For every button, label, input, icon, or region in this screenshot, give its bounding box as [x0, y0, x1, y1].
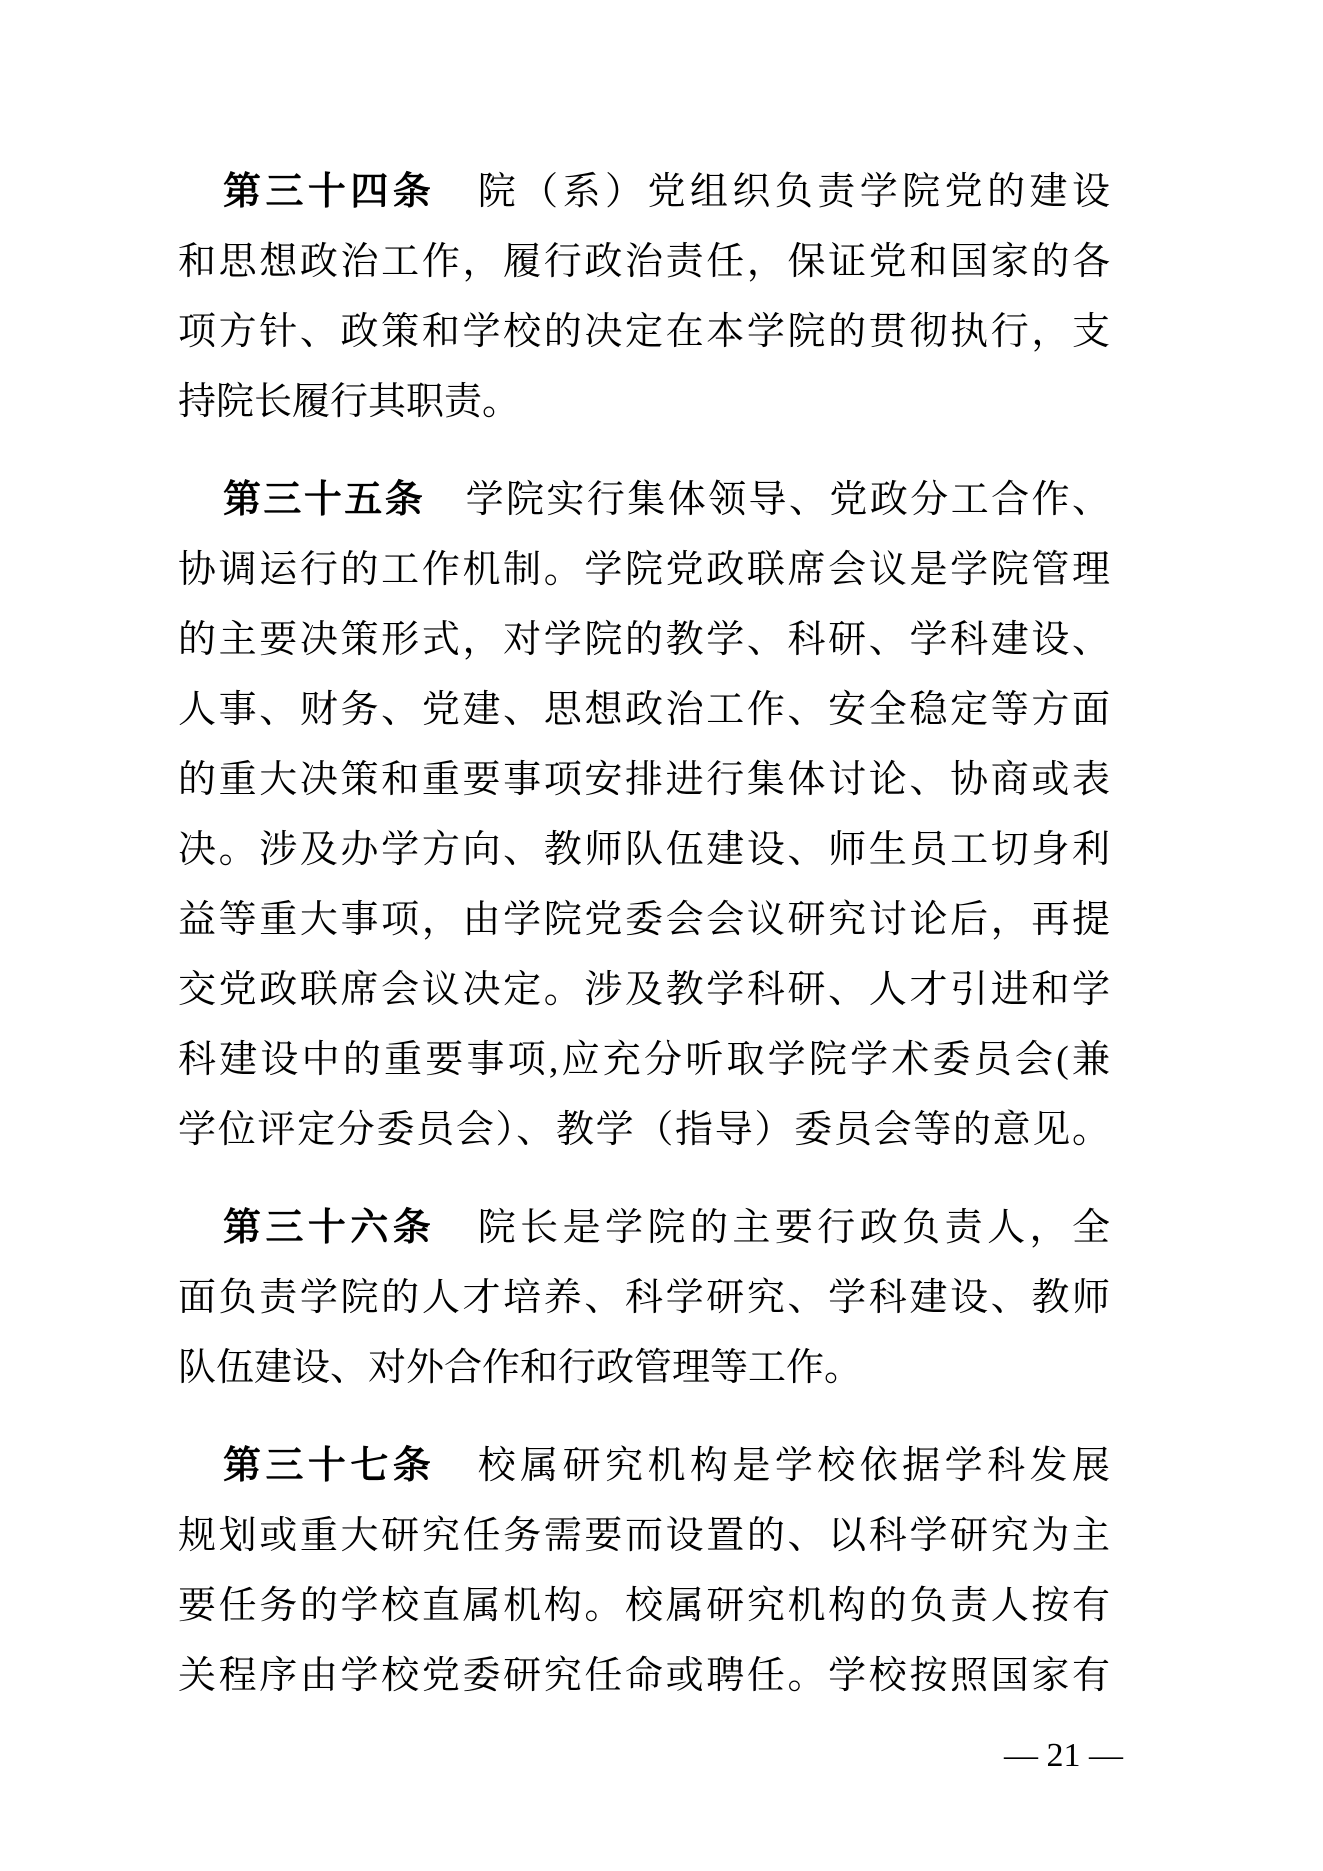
text-line: 第三十七条 校属研究机构是学校依据学科发展 [223, 1445, 1110, 1487]
text-line: 规划或重大研究任务需要而设置的、以科学研究为主 [178, 1515, 1110, 1557]
article-paragraph [178, 1193, 1110, 1403]
text-line: 面负责学院的人才培养、科学研究、学科建设、教师 [178, 1277, 1110, 1319]
text-line: 决。涉及办学方向、教师队伍建设、师生员工切身利 [178, 829, 1110, 871]
text-line: 学位评定分委员会）、教学（指导）委员会等的意见。 [178, 1109, 1110, 1151]
text-line: 的主要决策形式，对学院的教学、科研、学科建设、 [178, 619, 1110, 661]
page-number: — 21 — [1004, 1737, 1123, 1774]
article-number: 第三十五条 [223, 479, 426, 521]
text-line: 项方针、政策和学校的决定在本学院的贯彻执行，支 [178, 311, 1110, 353]
article-paragraph [178, 157, 1110, 437]
text-line: 益等重大事项，由学院党委会会议研究讨论后，再提 [178, 899, 1110, 941]
article-paragraph [178, 1431, 1110, 1711]
text-line: 和思想政治工作，履行政治责任，保证党和国家的各 [178, 241, 1110, 283]
text-line: 人事、财务、党建、思想政治工作、安全稳定等方面 [178, 689, 1110, 731]
text-line: 交党政联席会议决定。涉及教学科研、人才引进和学 [178, 969, 1110, 1011]
text-line: 第三十五条 学院实行集体领导、党政分工合作、 [223, 479, 1110, 521]
text-line: 第三十六条 院长是学院的主要行政负责人，全 [223, 1207, 1110, 1249]
article-number: 第三十六条 [223, 1207, 436, 1249]
article-number: 第三十七条 [223, 1445, 436, 1487]
article-number: 第三十四条 [223, 171, 436, 213]
text-line: 的重大决策和重要事项安排进行集体讨论、协商或表 [178, 759, 1110, 801]
article-paragraph [178, 465, 1110, 1165]
document-body [178, 157, 1110, 1711]
text-line: 持院长履行其职责。 [178, 381, 521, 423]
text-line: 科建设中的重要事项,应充分听取学院学术委员会(兼 [178, 1039, 1110, 1081]
text-line: 协调运行的工作机制。学院党政联席会议是学院管理 [178, 549, 1110, 591]
text-line: 关程序由学校党委研究任命或聘任。学校按照国家有 [178, 1655, 1110, 1697]
text-line: 第三十四条 院（系）党组织负责学院党的建设 [223, 171, 1110, 213]
text-line: 队伍建设、对外合作和行政管理等工作。 [178, 1347, 863, 1389]
text-line: 要任务的学校直属机构。校属研究机构的负责人按有 [178, 1585, 1110, 1627]
